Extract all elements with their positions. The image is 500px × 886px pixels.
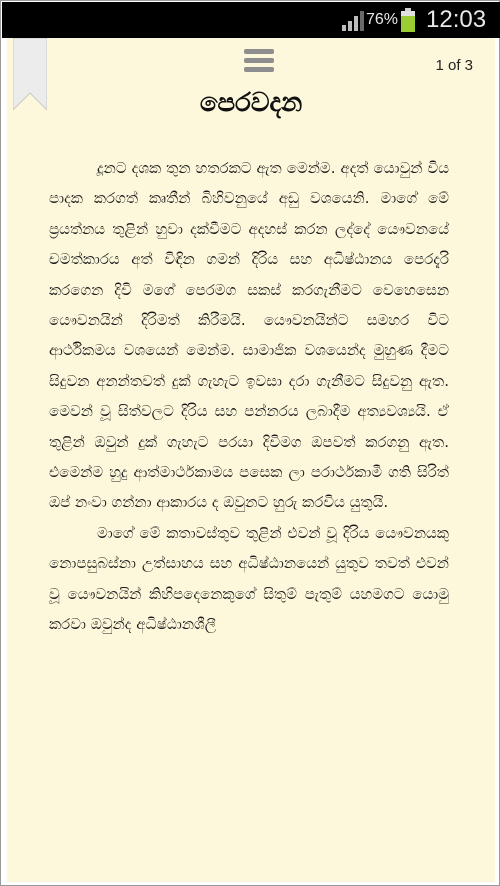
menu-handle-icon[interactable] <box>244 49 274 73</box>
paragraph: දූනට දශක තුන හතරකට ඇත මෙන්ම. අදත් යොවුන් විය පාදක කරගත් කෘතීන් බිහිවනුයේ අඩු වශයෙනි. මාගේ මේ ප්‍රයත්නය තුළින් හුවා දක්වීමට අදහස් කරන ලද්දේ යෞවනයේ චමත්කාරය අත් විඳින ගමන් දිරිය සහ අධිෂ්ඨානය පෙරදැරි කරගෙන දිවි මගේ පෙරමග සකස් කරගැනීමට වෙහෙසෙන යෞවනයින් දිරිමත් කිරීමයි. යෞවනයින්ට සමහර විට ආර්ථිකමය වශයෙන් මෙන්ම. සාමාජික වශයෙන්ද මුහුණ දීමට සිදුවන අනන්තවත් දුක් ගැහැට ඉවසා දරා ගැනීමට සිදුවනු ඇත. මෙවන් වූ සිත්වලට දිරිය සහ පන්නරය ලබාදීම අත්‍යවශ්‍යයි. ඒ තුළින් ඔවුන් දුක් ගැහැට පරයා දිවිමග ඔපවත් කරගනු ඇත. එමෙන්ම හුදු ආත්මාර්ථකාමය පසෙක ලා පරාර්ථකාමී ගති සිරිත් ඔප් නංවා ගන්නා ආකාරය ද ඔවුනට හුරු කරවිය යුතුයි. <box>49 159 449 512</box>
paragraph: මාගේ මේ කතාවස්තුව තුළින් එවන් වූ දිරිය යෞවනයකු නොපසුබස්නා උත්සාහය සහ අධිෂ්ඨානයෙන් යුතුව තවත් එවන් වූ යෞවනයින් කිහිපදෙනෙකුගේ සිතුම් පැතුම් යහමගට යොමු කරවා ඔවුන්ද අධිෂ්ඨානශීලී <box>49 523 449 634</box>
chapter-title: පෙරවදන <box>199 88 303 118</box>
signal-bars-icon <box>342 11 364 31</box>
reader-page[interactable] <box>7 38 495 882</box>
battery-icon <box>401 8 415 32</box>
battery-percent: 76% <box>366 11 399 28</box>
page-indicator: 1 of 3 <box>435 57 473 74</box>
clock: 12:03 <box>426 6 487 33</box>
status-bar <box>2 2 500 38</box>
chapter-body <box>49 153 449 640</box>
